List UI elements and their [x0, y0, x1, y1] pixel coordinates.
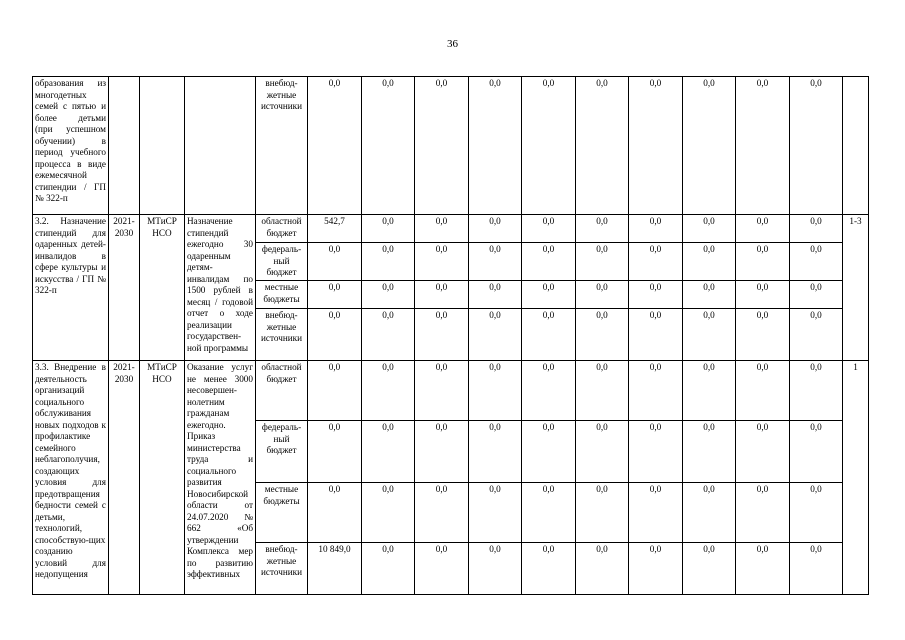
- amount-cell: 0,0: [736, 361, 790, 421]
- amount-cell: 0,0: [469, 361, 522, 421]
- table-row: [33, 215, 869, 243]
- activity-name-cell: 3.3. Внедрение в деятельность организаций социального обслуживания новых подходов к профилактике семейного неблагополучия, создающих условия для предотвращения бедности семей с детьми, технологий, способствую-щих созданию условий для недопущения: [33, 361, 109, 595]
- amount-cell: 0,0: [362, 243, 415, 281]
- amount-cell: 0,0: [576, 361, 629, 421]
- amount-cell: 0,0: [683, 421, 736, 483]
- amount-cell: 0,0: [736, 421, 790, 483]
- years-cell: 2021- 2030: [109, 361, 140, 595]
- amount-cell: 0,0: [790, 309, 843, 361]
- executor-cell: [140, 77, 185, 215]
- amount-cell: 0,0: [415, 77, 469, 215]
- amount-cell: 0,0: [790, 361, 843, 421]
- amount-cell: 0,0: [629, 215, 683, 243]
- amount-cell: 0,0: [362, 215, 415, 243]
- amount-cell: 0,0: [736, 77, 790, 215]
- amount-cell: 0,0: [683, 215, 736, 243]
- amount-cell: 0,0: [308, 243, 362, 281]
- amount-cell: 0,0: [469, 483, 522, 543]
- amount-cell: 0,0: [736, 243, 790, 281]
- amount-cell: 0,0: [469, 421, 522, 483]
- amount-cell: 0,0: [576, 243, 629, 281]
- activity-name-cell: 3.2. Назначение стипендий для одаренных детей-инвалидов в сфере культуры и искусства / ГП № 322-п: [33, 215, 109, 361]
- target-indicator-cell: 1-3: [843, 215, 869, 361]
- funding-source-cell: внебюд- жетные источники: [256, 543, 308, 595]
- amount-cell: 0,0: [308, 77, 362, 215]
- amount-cell: 0,0: [683, 483, 736, 543]
- amount-cell: 0,0: [522, 543, 576, 595]
- result-cell: Назначение стипендий ежегодно 30 одаренным детям-инвалидам по 1500 рублей в месяц / годовой отчет о ходе реализации государствен-ной программы: [185, 215, 256, 361]
- amount-cell: 10 849,0: [308, 543, 362, 595]
- amount-cell: 0,0: [629, 543, 683, 595]
- amount-cell: 0,0: [362, 309, 415, 361]
- amount-cell: 0,0: [415, 309, 469, 361]
- result-cell: Оказание услуг не менее 3000 несовершен-нолетним гражданам ежегодно. Приказ министерства труда и социального развития Новосибирской области от 24.07.2020 № 662 «Об утверждении Комплекса мер по развитию эффективных: [185, 361, 256, 595]
- amount-cell: 0,0: [736, 483, 790, 543]
- table-row: [33, 77, 869, 215]
- amount-cell: 0,0: [362, 77, 415, 215]
- amount-cell: 0,0: [469, 309, 522, 361]
- activity-name-cell: образования из многодетных семей с пятью и более детьми (при успешном обучении) в период учебного процесса в виде ежемесячной стипендии / ГП № 322-п: [33, 77, 109, 215]
- amount-cell: 0,0: [362, 543, 415, 595]
- amount-cell: 0,0: [522, 77, 576, 215]
- amount-cell: 0,0: [736, 309, 790, 361]
- amount-cell: 0,0: [629, 243, 683, 281]
- amount-cell: 0,0: [576, 309, 629, 361]
- amount-cell: 0,0: [790, 215, 843, 243]
- amount-cell: 0,0: [362, 421, 415, 483]
- amount-cell: 0,0: [415, 215, 469, 243]
- table-row: [33, 361, 869, 421]
- executor-cell: МТиСР НСО: [140, 361, 185, 595]
- funding-source-cell: федераль- ный бюджет: [256, 421, 308, 483]
- amount-cell: 0,0: [790, 421, 843, 483]
- amount-cell: 0,0: [629, 77, 683, 215]
- amount-cell: 0,0: [629, 483, 683, 543]
- program-table: [32, 76, 869, 595]
- amount-cell: 542,7: [308, 215, 362, 243]
- amount-cell: 0,0: [629, 281, 683, 309]
- funding-source-cell: областной бюджет: [256, 215, 308, 243]
- amount-cell: 0,0: [629, 309, 683, 361]
- target-indicator-cell: [843, 77, 869, 215]
- amount-cell: 0,0: [683, 309, 736, 361]
- funding-source-cell: федераль- ный бюджет: [256, 243, 308, 281]
- amount-cell: 0,0: [629, 421, 683, 483]
- amount-cell: 0,0: [683, 361, 736, 421]
- amount-cell: 0,0: [790, 483, 843, 543]
- amount-cell: 0,0: [683, 77, 736, 215]
- amount-cell: 0,0: [576, 543, 629, 595]
- funding-source-cell: местные бюджеты: [256, 483, 308, 543]
- amount-cell: 0,0: [308, 281, 362, 309]
- amount-cell: 0,0: [736, 215, 790, 243]
- amount-cell: 0,0: [522, 243, 576, 281]
- funding-source-cell: областной бюджет: [256, 361, 308, 421]
- amount-cell: 0,0: [308, 309, 362, 361]
- amount-cell: 0,0: [736, 543, 790, 595]
- executor-cell: МТиСР НСО: [140, 215, 185, 361]
- amount-cell: 0,0: [522, 309, 576, 361]
- amount-cell: 0,0: [415, 281, 469, 309]
- amount-cell: 0,0: [362, 361, 415, 421]
- funding-source-cell: местные бюджеты: [256, 281, 308, 309]
- amount-cell: 0,0: [736, 281, 790, 309]
- amount-cell: 0,0: [522, 215, 576, 243]
- amount-cell: 0,0: [469, 77, 522, 215]
- amount-cell: 0,0: [522, 483, 576, 543]
- page-number: 36: [447, 38, 458, 50]
- target-indicator-cell: 1: [843, 361, 869, 595]
- amount-cell: 0,0: [469, 243, 522, 281]
- amount-cell: 0,0: [469, 215, 522, 243]
- amount-cell: 0,0: [683, 543, 736, 595]
- amount-cell: 0,0: [576, 215, 629, 243]
- amount-cell: 0,0: [308, 361, 362, 421]
- amount-cell: 0,0: [415, 361, 469, 421]
- amount-cell: 0,0: [362, 483, 415, 543]
- amount-cell: 0,0: [576, 483, 629, 543]
- amount-cell: 0,0: [790, 77, 843, 215]
- amount-cell: 0,0: [683, 281, 736, 309]
- result-cell: [185, 77, 256, 215]
- amount-cell: 0,0: [469, 281, 522, 309]
- years-cell: 2021- 2030: [109, 215, 140, 361]
- amount-cell: 0,0: [576, 281, 629, 309]
- funding-source-cell: внебюд- жетные источники: [256, 77, 308, 215]
- amount-cell: 0,0: [522, 281, 576, 309]
- amount-cell: 0,0: [469, 543, 522, 595]
- amount-cell: 0,0: [415, 421, 469, 483]
- amount-cell: 0,0: [308, 483, 362, 543]
- amount-cell: 0,0: [790, 543, 843, 595]
- amount-cell: 0,0: [522, 361, 576, 421]
- amount-cell: 0,0: [629, 361, 683, 421]
- amount-cell: 0,0: [308, 421, 362, 483]
- amount-cell: 0,0: [576, 77, 629, 215]
- years-cell: [109, 77, 140, 215]
- amount-cell: 0,0: [362, 281, 415, 309]
- amount-cell: 0,0: [415, 483, 469, 543]
- amount-cell: 0,0: [790, 281, 843, 309]
- funding-source-cell: внебюд- жетные источники: [256, 309, 308, 361]
- amount-cell: 0,0: [576, 421, 629, 483]
- amount-cell: 0,0: [790, 243, 843, 281]
- amount-cell: 0,0: [415, 543, 469, 595]
- amount-cell: 0,0: [415, 243, 469, 281]
- amount-cell: 0,0: [522, 421, 576, 483]
- amount-cell: 0,0: [683, 243, 736, 281]
